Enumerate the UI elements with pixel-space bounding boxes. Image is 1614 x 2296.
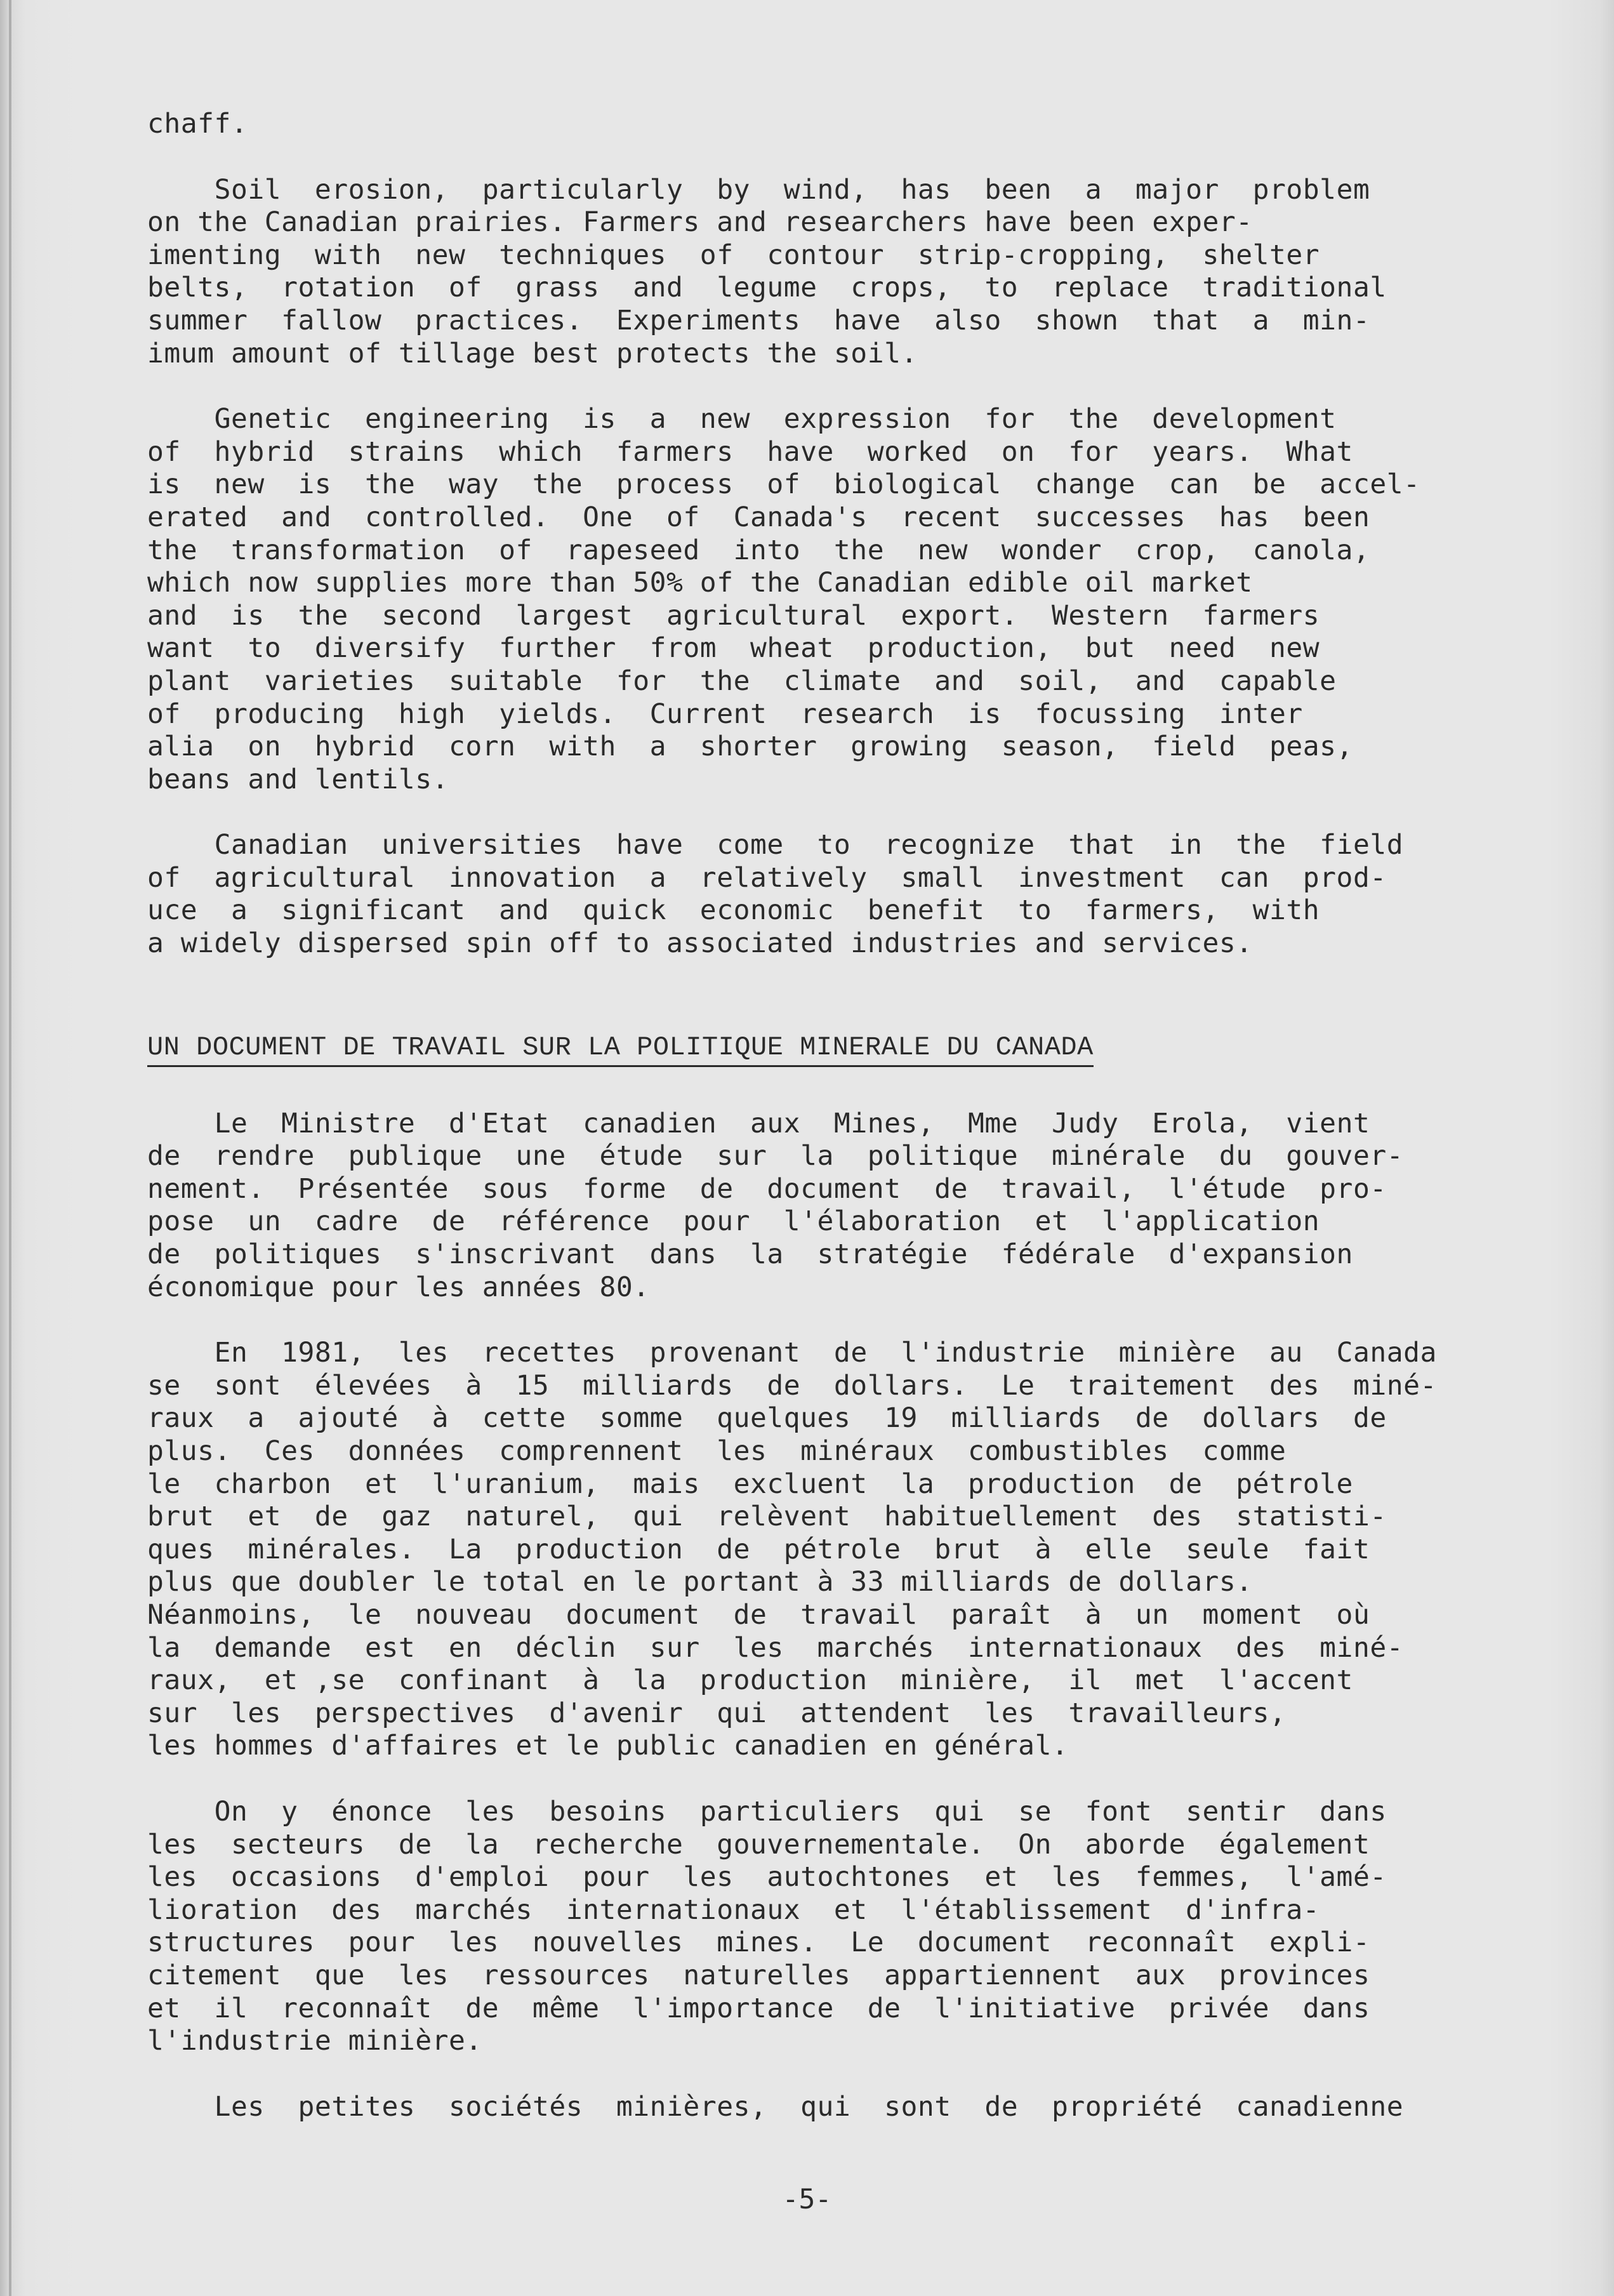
paragraph-genetic-engineering: Genetic engineering is a new expression for the development of hybrid strains which farmers have worked on for years. What is new is the way the process of biological change can be accel- erated and controlled. One of Canada's recent successes has been the transformation of rapeseed into the new wonder crop, canola, which now supplies more than 50% of the Canadian edible oil market and is the second largest agricultural export. Western farmers want to diversify further from wheat production, but need new plant varieties suitable for the climate and soil, and capable of producing high yields. Current research is focussing inter alia on hybrid corn with a shorter growing season, field peas, beans and lentils. xyxy=(147,403,1420,795)
paragraph-petites-societes: Les petites sociétés minières, qui sont de propriété canadienne xyxy=(147,2090,1404,2123)
paragraph-besoins: On y énonce les besoins particuliers qui se font sentir dans les secteurs de la recherche gouvernementale. On aborde également les occasions d'emploi pour les autochtones et les femmes, l'amé- lioration des marchés internationaux et l'établissement d'infra- structures pour les nouvelles mines. Le document reconnaît expli- citement que les ressources naturelles appartiennent aux provinces et il reconnaît de même l'importance de l'initiative privée dans l'industrie minière. xyxy=(147,1795,1387,2057)
page-binding-edge xyxy=(9,0,11,2296)
section-heading: UN DOCUMENT DE TRAVAIL SUR LA POLITIQUE MINERALE DU CANADA xyxy=(147,1032,1094,1067)
paragraph-recettes-1981: En 1981, les recettes provenant de l'industrie minière au Canada se sont élevées à 15 milliards de dollars. Le traitement des miné- raux a ajouté à cette somme quelques 19 milliards de dollars de plus. Ces données comprennent les minéraux combustibles comme le charbon et l'uranium, mais excluent la production de pétrole brut et de gaz naturel, qui relèvent habituellement des statisti- ques minérales. La production de pétrole brut à elle seule fait plus que doubler le total en le portant à 33 milliards de dollars. Néanmoins, le nouveau document de travail paraît à un moment où la demande est en déclin sur les marchés internationaux des miné- raux, et ,se confinant à la production minière, il met l'accent sur les perspectives d'avenir qui attendent les travailleurs, les hommes d'affaires et le public canadien en général. xyxy=(147,1337,1437,1762)
page-number: -5- xyxy=(782,2184,832,2215)
paragraph-canadian-universities: Canadian universities have come to recognize that in the field of agricultural innovation a relatively small investment can prod- uce a significant and quick economic benefit to farmers, with a widely dispersed spin off to associated industries and services. xyxy=(147,829,1404,960)
page-body xyxy=(147,108,1439,2156)
paragraph-chaff: chaff. xyxy=(147,108,248,140)
paragraph-soil-erosion: Soil erosion, particularly by wind, has been a major problem on the Canadian prairies. Farmers and researchers have been exper- imenting with new techniques of contour strip-cropping, shelter belts, rotation of grass and legume crops, to replace traditional summer fallow practices. Experiments have also shown that a min- imum amount of tillage best protects the soil. xyxy=(147,173,1387,369)
paragraph-ministre: Le Ministre d'Etat canadien aux Mines, Mme Judy Erola, vient de rendre publique une étude sur la politique minérale du gouver- nement. Présentée sous forme de document de travail, l'étude pro- pose un cadre de référence pour l'élaboration et l'application de politiques s'inscrivant dans la stratégie fédérale d'expansion économique pour les années 80. xyxy=(147,1107,1404,1303)
